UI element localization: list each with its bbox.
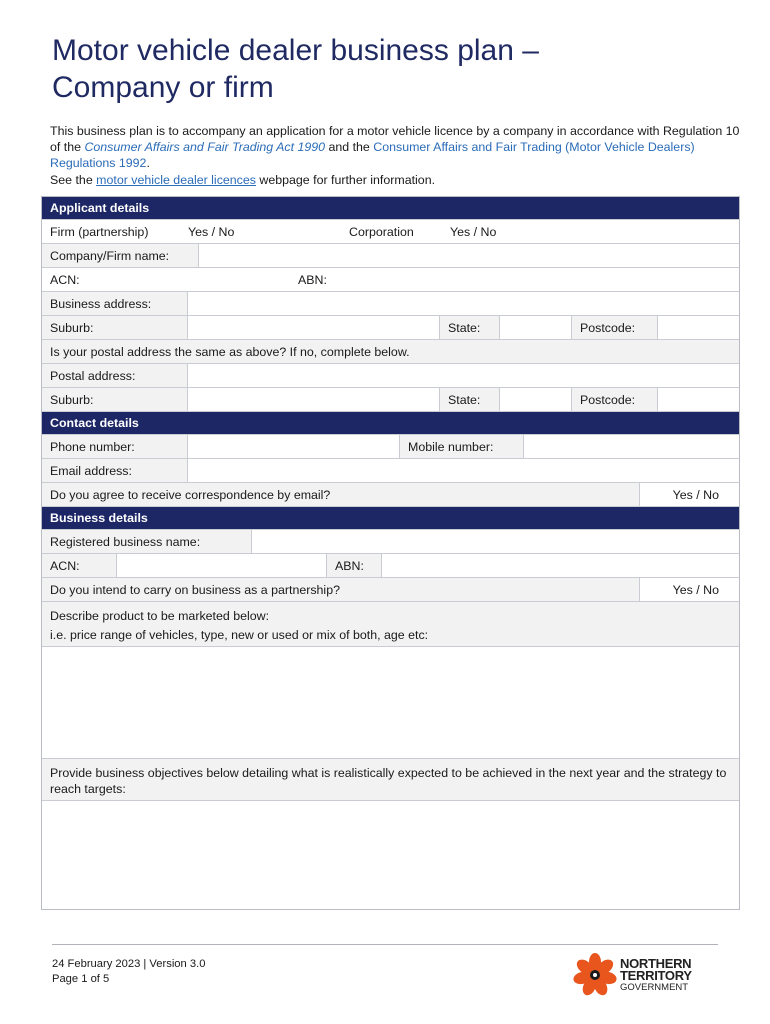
applicant-details-header bbox=[42, 197, 739, 220]
objectives-field[interactable] bbox=[42, 801, 739, 909]
business-address-label: Business address: bbox=[42, 292, 188, 315]
firm-label: Firm (partnership) bbox=[42, 220, 180, 243]
company-name-label: Company/Firm name: bbox=[42, 244, 199, 267]
logo-line-3: GOVERNMENT bbox=[620, 982, 689, 993]
partnership-row bbox=[42, 578, 739, 602]
intro-paragraph bbox=[50, 123, 740, 172]
partnership-question: Do you intend to carry on business as a partnership? bbox=[42, 578, 640, 601]
postal-state-field[interactable] bbox=[500, 388, 572, 411]
postal-suburb-row bbox=[42, 388, 739, 412]
postal-question-row bbox=[42, 340, 739, 364]
logo-wordmark bbox=[620, 958, 692, 994]
dealer-licences-link[interactable]: motor vehicle dealer licences bbox=[96, 172, 256, 187]
intro-text bbox=[50, 123, 740, 188]
phone-field[interactable] bbox=[188, 435, 400, 458]
email-label: Email address: bbox=[42, 459, 188, 482]
partnership-yes-no[interactable]: Yes / No bbox=[640, 578, 739, 601]
product-prompt-line-1: Describe product to be marketed below: bbox=[50, 609, 270, 623]
postal-postcode-label: Postcode: bbox=[572, 388, 658, 411]
state-label: State: bbox=[440, 316, 500, 339]
objectives-prompt-row bbox=[42, 759, 739, 801]
see-also-paragraph bbox=[50, 172, 740, 188]
intro-text-a: This business plan is to accompany an application for a motor vehicle licence by a company in accordance with Regulation 10 of the bbox=[50, 124, 740, 155]
business-acn-field[interactable] bbox=[117, 554, 327, 577]
product-prompt-row bbox=[42, 602, 739, 647]
email-row bbox=[42, 459, 739, 483]
firm-corp-row bbox=[42, 220, 739, 244]
product-prompt bbox=[42, 602, 739, 646]
title-line-2: Company or firm bbox=[52, 71, 274, 104]
business-acn-label: ACN: bbox=[42, 554, 117, 577]
postal-suburb-field[interactable] bbox=[188, 388, 440, 411]
corporation-yes-no[interactable]: Yes / No bbox=[442, 220, 739, 243]
flower-icon bbox=[572, 952, 618, 998]
see-text-a: See the bbox=[50, 172, 97, 187]
business-address-field[interactable] bbox=[188, 292, 739, 315]
postal-suburb-label: Suburb: bbox=[42, 388, 188, 411]
postal-state-label: State: bbox=[440, 388, 500, 411]
postal-address-label: Postal address: bbox=[42, 364, 188, 387]
business-abn-label: ABN: bbox=[327, 554, 382, 577]
postal-question: Is your postal address the same as above? If no, complete below. bbox=[42, 340, 739, 363]
objectives-prompt: Provide business objectives below detailing what is realistically expected to be achieved in the next year and the strategy to reach targets: bbox=[42, 759, 739, 800]
postal-address-row bbox=[42, 364, 739, 388]
product-prompt-line-2: i.e. price range of vehicles, type, new or used or mix of both, age etc: bbox=[50, 628, 429, 642]
product-description-field[interactable] bbox=[42, 647, 739, 759]
footer-divider bbox=[52, 944, 718, 945]
registered-name-field[interactable] bbox=[252, 530, 739, 553]
corporation-label: Corporation bbox=[341, 220, 442, 243]
phone-row bbox=[42, 435, 739, 459]
company-name-row bbox=[42, 244, 739, 268]
regulations-link[interactable]: Consumer Affairs and Fair Trading (Motor Vehicle Dealers) Regulations 1992 bbox=[50, 140, 695, 171]
section-heading: Business details bbox=[50, 511, 148, 525]
mobile-field[interactable] bbox=[524, 435, 739, 458]
section-heading: Contact details bbox=[50, 416, 139, 430]
postal-address-field[interactable] bbox=[188, 364, 739, 387]
acn-label[interactable]: ACN: bbox=[42, 268, 290, 291]
act-link[interactable]: Consumer Affairs and Fair Trading Act 1990 bbox=[84, 140, 326, 155]
suburb-label: Suburb: bbox=[42, 316, 188, 339]
state-field[interactable] bbox=[500, 316, 572, 339]
postal-postcode-field[interactable] bbox=[658, 388, 739, 411]
email-field[interactable] bbox=[188, 459, 739, 482]
company-name-field[interactable] bbox=[199, 244, 739, 267]
business-abn-field[interactable] bbox=[382, 554, 739, 577]
registered-name-row bbox=[42, 530, 739, 554]
email-consent-question: Do you agree to receive correspondence by email? bbox=[42, 483, 640, 506]
firm-yes-no[interactable]: Yes / No bbox=[180, 220, 341, 243]
contact-details-header bbox=[42, 412, 739, 435]
business-details-header bbox=[42, 507, 739, 530]
section-heading: Applicant details bbox=[50, 201, 150, 215]
page-title bbox=[52, 32, 732, 106]
acn-abn-row bbox=[42, 268, 739, 292]
registered-name-label: Registered business name: bbox=[42, 530, 252, 553]
mobile-label: Mobile number: bbox=[400, 435, 524, 458]
phone-label: Phone number: bbox=[42, 435, 188, 458]
postcode-label: Postcode: bbox=[572, 316, 658, 339]
email-consent-yes-no[interactable]: Yes / No bbox=[640, 483, 739, 506]
suburb-row bbox=[42, 316, 739, 340]
logo-line-1: NORTHERN bbox=[620, 956, 692, 971]
business-plan-form bbox=[41, 196, 740, 910]
footer-date-version: 24 February 2023 | Version 3.0 bbox=[52, 958, 206, 970]
intro-text-b: and the bbox=[325, 140, 374, 155]
nt-government-logo bbox=[572, 952, 712, 1000]
title-line-1: Motor vehicle dealer business plan – bbox=[52, 34, 539, 67]
business-address-row bbox=[42, 292, 739, 316]
logo-line-2: TERRITORY bbox=[620, 968, 692, 983]
footer bbox=[52, 957, 205, 987]
intro-text-c: . bbox=[146, 156, 150, 171]
footer-page-number: Page 1 of 5 bbox=[52, 973, 110, 985]
see-text-b: webpage for further information. bbox=[255, 172, 436, 187]
business-acn-abn-row bbox=[42, 554, 739, 578]
abn-label[interactable]: ABN: bbox=[290, 268, 739, 291]
suburb-field[interactable] bbox=[188, 316, 440, 339]
email-consent-row bbox=[42, 483, 739, 507]
postcode-field[interactable] bbox=[658, 316, 739, 339]
